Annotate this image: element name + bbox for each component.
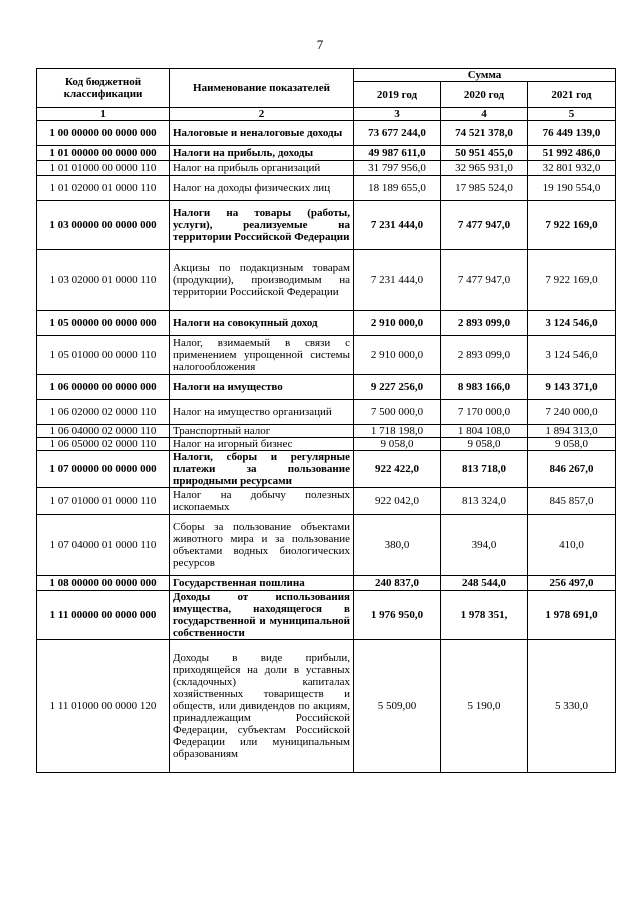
table-row	[37, 515, 616, 576]
value-2020: 50 951 455,0	[441, 146, 528, 161]
table-row	[37, 576, 616, 591]
budget-code: 1 03 00000 00 0000 000	[37, 201, 170, 250]
column-index: 5	[528, 108, 616, 121]
value-2019: 49 987 611,0	[354, 146, 441, 161]
header-sum: Сумма	[354, 69, 616, 82]
value-2021: 9 143 371,0	[528, 375, 616, 400]
indicator-name: Налоговые и неналоговые доходы	[170, 121, 354, 146]
page-number: 7	[316, 37, 324, 52]
indicator-name: Государственная пошлина	[170, 576, 354, 591]
table-row	[37, 336, 616, 375]
table-row	[37, 488, 616, 515]
table-row	[37, 176, 616, 201]
table-row	[37, 591, 616, 640]
value-2019: 31 797 956,0	[354, 161, 441, 176]
budget-code: 1 07 00000 00 0000 000	[37, 451, 170, 488]
value-2021: 7 922 169,0	[528, 250, 616, 311]
value-2019: 7 231 444,0	[354, 250, 441, 311]
header-year-2020: 2020 год	[441, 82, 528, 108]
value-2019: 9 227 256,0	[354, 375, 441, 400]
table-row	[37, 311, 616, 336]
value-2020: 2 893 099,0	[441, 336, 528, 375]
indicator-name: Налог на доходы физических лиц	[170, 176, 354, 201]
budget-code: 1 05 00000 00 0000 000	[37, 311, 170, 336]
header-code: Код бюджетной классификации	[37, 69, 170, 108]
value-2020: 17 985 524,0	[441, 176, 528, 201]
value-2021: 76 449 139,0	[528, 121, 616, 146]
table-row	[37, 146, 616, 161]
indicator-name: Доходы от использования имущества, находящегося в государственной и муниципальной собственности	[170, 591, 354, 640]
value-2019: 240 837,0	[354, 576, 441, 591]
budget-code: 1 07 04000 01 0000 110	[37, 515, 170, 576]
column-index: 1	[37, 108, 170, 121]
value-2020: 74 521 378,0	[441, 121, 528, 146]
column-index: 2	[170, 108, 354, 121]
table-row	[37, 425, 616, 438]
budget-code: 1 06 04000 02 0000 110	[37, 425, 170, 438]
value-2020: 813 718,0	[441, 451, 528, 488]
column-index: 4	[441, 108, 528, 121]
header-year-2019: 2019 год	[354, 82, 441, 108]
indicator-name: Налоги на товары (работы, услуги), реализуемые на территории Российской Федерации	[170, 201, 354, 250]
budget-code: 1 00 00000 00 0000 000	[37, 121, 170, 146]
value-2020: 2 893 099,0	[441, 311, 528, 336]
value-2020: 248 544,0	[441, 576, 528, 591]
value-2020: 32 965 931,0	[441, 161, 528, 176]
header-year-2021: 2021 год	[528, 82, 616, 108]
value-2020: 7 477 947,0	[441, 201, 528, 250]
value-2019: 1 718 198,0	[354, 425, 441, 438]
indicator-name: Налоги на имущество	[170, 375, 354, 400]
value-2020: 1 804 108,0	[441, 425, 528, 438]
value-2021: 256 497,0	[528, 576, 616, 591]
budget-code: 1 11 00000 00 0000 000	[37, 591, 170, 640]
value-2021: 410,0	[528, 515, 616, 576]
table-row	[37, 451, 616, 488]
budget-code: 1 06 00000 00 0000 000	[37, 375, 170, 400]
value-2020: 7 477 947,0	[441, 250, 528, 311]
budget-code: 1 06 05000 02 0000 110	[37, 438, 170, 451]
table-row	[37, 375, 616, 400]
table-row	[37, 121, 616, 146]
value-2020: 7 170 000,0	[441, 400, 528, 425]
value-2019: 2 910 000,0	[354, 336, 441, 375]
budget-code: 1 01 00000 00 0000 000	[37, 146, 170, 161]
value-2020: 1 978 351,	[441, 591, 528, 640]
budget-code: 1 08 00000 00 0000 000	[37, 576, 170, 591]
value-2021: 9 058,0	[528, 438, 616, 451]
header-name: Наименование показателей	[170, 69, 354, 108]
value-2019: 7 500 000,0	[354, 400, 441, 425]
budget-code: 1 05 01000 00 0000 110	[37, 336, 170, 375]
table-row	[37, 161, 616, 176]
value-2021: 19 190 554,0	[528, 176, 616, 201]
value-2019: 1 976 950,0	[354, 591, 441, 640]
value-2020: 8 983 166,0	[441, 375, 528, 400]
table-row	[37, 438, 616, 451]
value-2019: 18 189 655,0	[354, 176, 441, 201]
value-2020: 394,0	[441, 515, 528, 576]
column-index: 3	[354, 108, 441, 121]
indicator-name: Доходы в виде прибыли, приходящейся на доли в уставных (складочных) капиталах хозяйственных товариществ и обществ, или дивидендов по акциям, принадлежащим Российской Федерации, субъектам Российской Федерации или муниципальным образованиям	[170, 640, 354, 773]
value-2021: 1 894 313,0	[528, 425, 616, 438]
indicator-name: Налог, взимаемый в связи с применением упрощенной системы налогообложения	[170, 336, 354, 375]
budget-code: 1 03 02000 01 0000 110	[37, 250, 170, 311]
value-2021: 845 857,0	[528, 488, 616, 515]
indicator-name: Транспортный налог	[170, 425, 354, 438]
value-2021: 32 801 932,0	[528, 161, 616, 176]
value-2021: 51 992 486,0	[528, 146, 616, 161]
indicator-name: Налог на добычу полезных ископаемых	[170, 488, 354, 515]
indicator-name: Налог на игорный бизнес	[170, 438, 354, 451]
table-row	[37, 201, 616, 250]
value-2021: 5 330,0	[528, 640, 616, 773]
value-2021: 7 240 000,0	[528, 400, 616, 425]
value-2020: 5 190,0	[441, 640, 528, 773]
value-2019: 7 231 444,0	[354, 201, 441, 250]
value-2019: 380,0	[354, 515, 441, 576]
value-2019: 922 042,0	[354, 488, 441, 515]
value-2019: 73 677 244,0	[354, 121, 441, 146]
budget-code: 1 06 02000 02 0000 110	[37, 400, 170, 425]
budget-code: 1 01 02000 01 0000 110	[37, 176, 170, 201]
table-row	[37, 640, 616, 773]
value-2021: 846 267,0	[528, 451, 616, 488]
table-row	[37, 400, 616, 425]
indicator-name: Сборы за пользование объектами животного мира и за пользование объектами водных биологических ресурсов	[170, 515, 354, 576]
value-2021: 7 922 169,0	[528, 201, 616, 250]
value-2019: 9 058,0	[354, 438, 441, 451]
value-2021: 3 124 546,0	[528, 336, 616, 375]
value-2020: 9 058,0	[441, 438, 528, 451]
indicator-name: Налоги на совокупный доход	[170, 311, 354, 336]
budget-code: 1 07 01000 01 0000 110	[37, 488, 170, 515]
budget-code: 1 11 01000 00 0000 120	[37, 640, 170, 773]
table-row	[37, 250, 616, 311]
indicator-name: Налог на прибыль организаций	[170, 161, 354, 176]
value-2020: 813 324,0	[441, 488, 528, 515]
value-2021: 3 124 546,0	[528, 311, 616, 336]
indicator-name: Налог на имущество организаций	[170, 400, 354, 425]
budget-table	[36, 68, 616, 773]
indicator-name: Налоги на прибыль, доходы	[170, 146, 354, 161]
value-2021: 1 978 691,0	[528, 591, 616, 640]
indicator-name: Акцизы по подакцизным товарам (продукции), производимым на территории Российской Федерации	[170, 250, 354, 311]
value-2019: 922 422,0	[354, 451, 441, 488]
value-2019: 2 910 000,0	[354, 311, 441, 336]
value-2019: 5 509,00	[354, 640, 441, 773]
budget-code: 1 01 01000 00 0000 110	[37, 161, 170, 176]
indicator-name: Налоги, сборы и регулярные платежи за пользование природными ресурсами	[170, 451, 354, 488]
